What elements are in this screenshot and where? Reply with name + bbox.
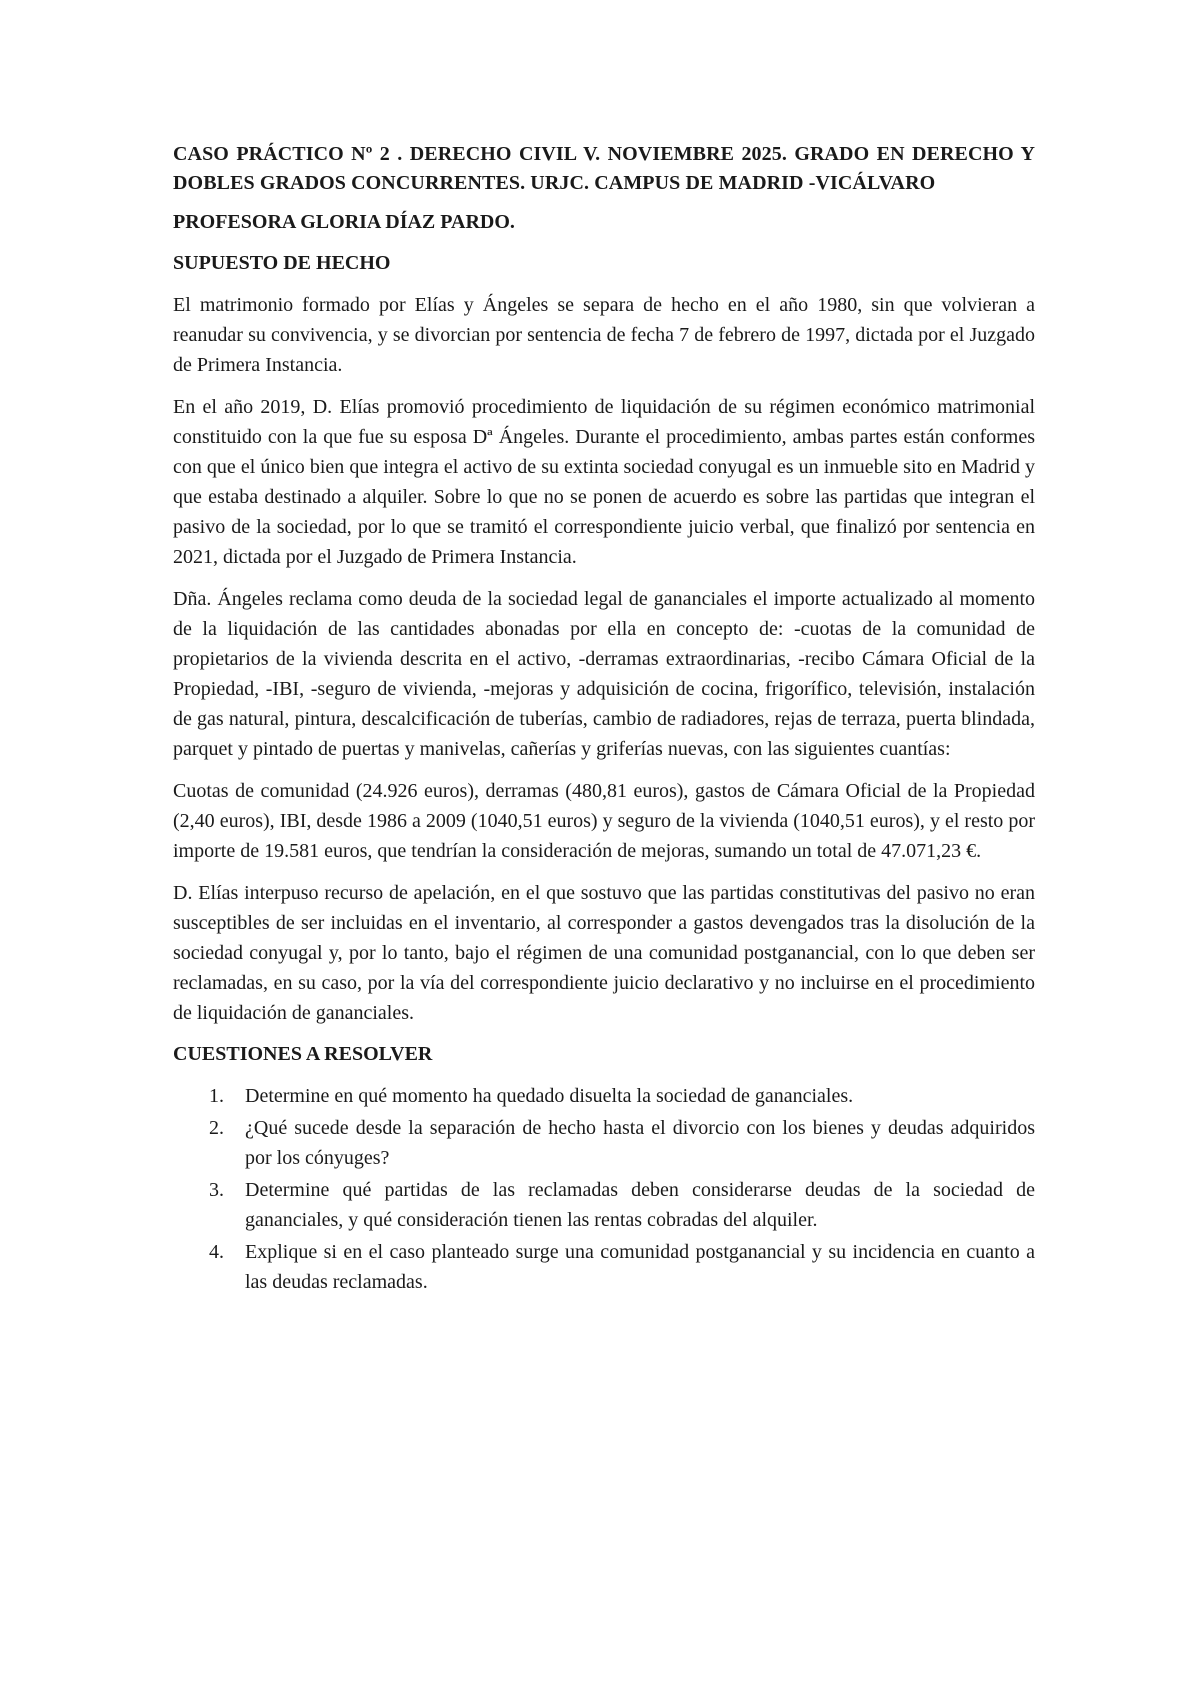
questions-list <box>173 1081 1035 1297</box>
questions-heading: CUESTIONES A RESOLVER <box>173 1043 433 1065</box>
question-number: 4. <box>209 1241 224 1263</box>
question-text: Explique si en el caso planteado surge una comunidad postganancial y su incidencia en cuanto a las deudas reclamadas. <box>245 1241 1035 1293</box>
paragraph: En el año 2019, D. Elías promovió procedimiento de liquidación de su régimen económico matrimonial constituido con la que fue su esposa Dª Ángeles. Durante el procedimiento, ambas partes están conformes con que el único bien que integra el activo de su extinta sociedad conyugal es un inmueble sito en Madrid y que estaba destinado a alquiler. Sobre lo que no se ponen de acuerdo es sobre las partidas que integran el pasivo de la sociedad, por lo que se tramitó el correspondiente juicio verbal, que finalizó por sentencia en 2021, dictada por el Juzgado de Primera Instancia. <box>173 396 1035 568</box>
question-item <box>173 1237 1035 1297</box>
question-item <box>173 1113 1035 1173</box>
document-page <box>173 140 1035 1299</box>
facts-heading: SUPUESTO DE HECHO <box>173 252 391 274</box>
document-title: CASO PRÁCTICO Nº 2 . DERECHO CIVIL V. NOVIEMBRE 2025. GRADO EN DERECHO Y DOBLES GRADOS CONCURRENTES. URJC. CAMPUS DE MADRID -VICÁLVARO <box>173 143 1035 194</box>
paragraph: D. Elías interpuso recurso de apelación, en el que sostuvo que las partidas constitutivas del pasivo no eran susceptibles de ser incluidas en el inventario, al corresponder a gastos devengados tras la disolución de la sociedad conyugal y, por lo tanto, bajo el régimen de una comunidad postganancial, con lo que deben ser reclamadas, en su caso, por la vía del correspondiente juicio declarativo y no incluirse en el procedimiento de liquidación de gananciales. <box>173 882 1035 1024</box>
question-text: Determine en qué momento ha quedado disuelta la sociedad de gananciales. <box>245 1085 854 1107</box>
paragraph: Dña. Ángeles reclama como deuda de la sociedad legal de gananciales el importe actualizado al momento de la liquidación de las cantidades abonadas por ella en concepto de: -cuotas de la comunidad de propietarios de la vivienda descrita en el activo, -derramas extraordinarias, -recibo Cámara Oficial de la Propiedad, -IBI, -seguro de vivienda, -mejoras y adquisición de cocina, frigorífico, televisión, instalación de gas natural, pintura, descalcificación de tuberías, cambio de radiadores, rejas de terraza, puerta blindada, parquet y pintado de puertas y manivelas, cañerías y griferías nuevas, con las siguientes cuantías: <box>173 588 1035 760</box>
question-item <box>173 1081 1035 1111</box>
question-item <box>173 1175 1035 1235</box>
professor-name: PROFESORA GLORIA DÍAZ PARDO. <box>173 211 515 233</box>
question-text: ¿Qué sucede desde la separación de hecho hasta el divorcio con los bienes y deudas adquiridos por los cónyuges? <box>245 1117 1035 1169</box>
paragraph: El matrimonio formado por Elías y Ángeles se separa de hecho en el año 1980, sin que volvieran a reanudar su convivencia, y se divorcian por sentencia de fecha 7 de febrero de 1997, dictada por el Juzgado de Primera Instancia. <box>173 294 1035 376</box>
question-number: 3. <box>209 1179 224 1201</box>
question-number: 1. <box>209 1085 224 1107</box>
question-number: 2. <box>209 1117 224 1139</box>
paragraph: Cuotas de comunidad (24.926 euros), derramas (480,81 euros), gastos de Cámara Oficial de la Propiedad (2,40 euros), IBI, desde 1986 a 2009 (1040,51 euros) y seguro de la vivienda (1040,51 euros), y el resto por importe de 19.581 euros, que tendrían la consideración de mejoras, sumando un total de 47.071,23 €. <box>173 780 1035 862</box>
question-text: Determine qué partidas de las reclamadas deben considerarse deudas de la sociedad de gananciales, y qué consideración tienen las rentas cobradas del alquiler. <box>245 1179 1035 1231</box>
